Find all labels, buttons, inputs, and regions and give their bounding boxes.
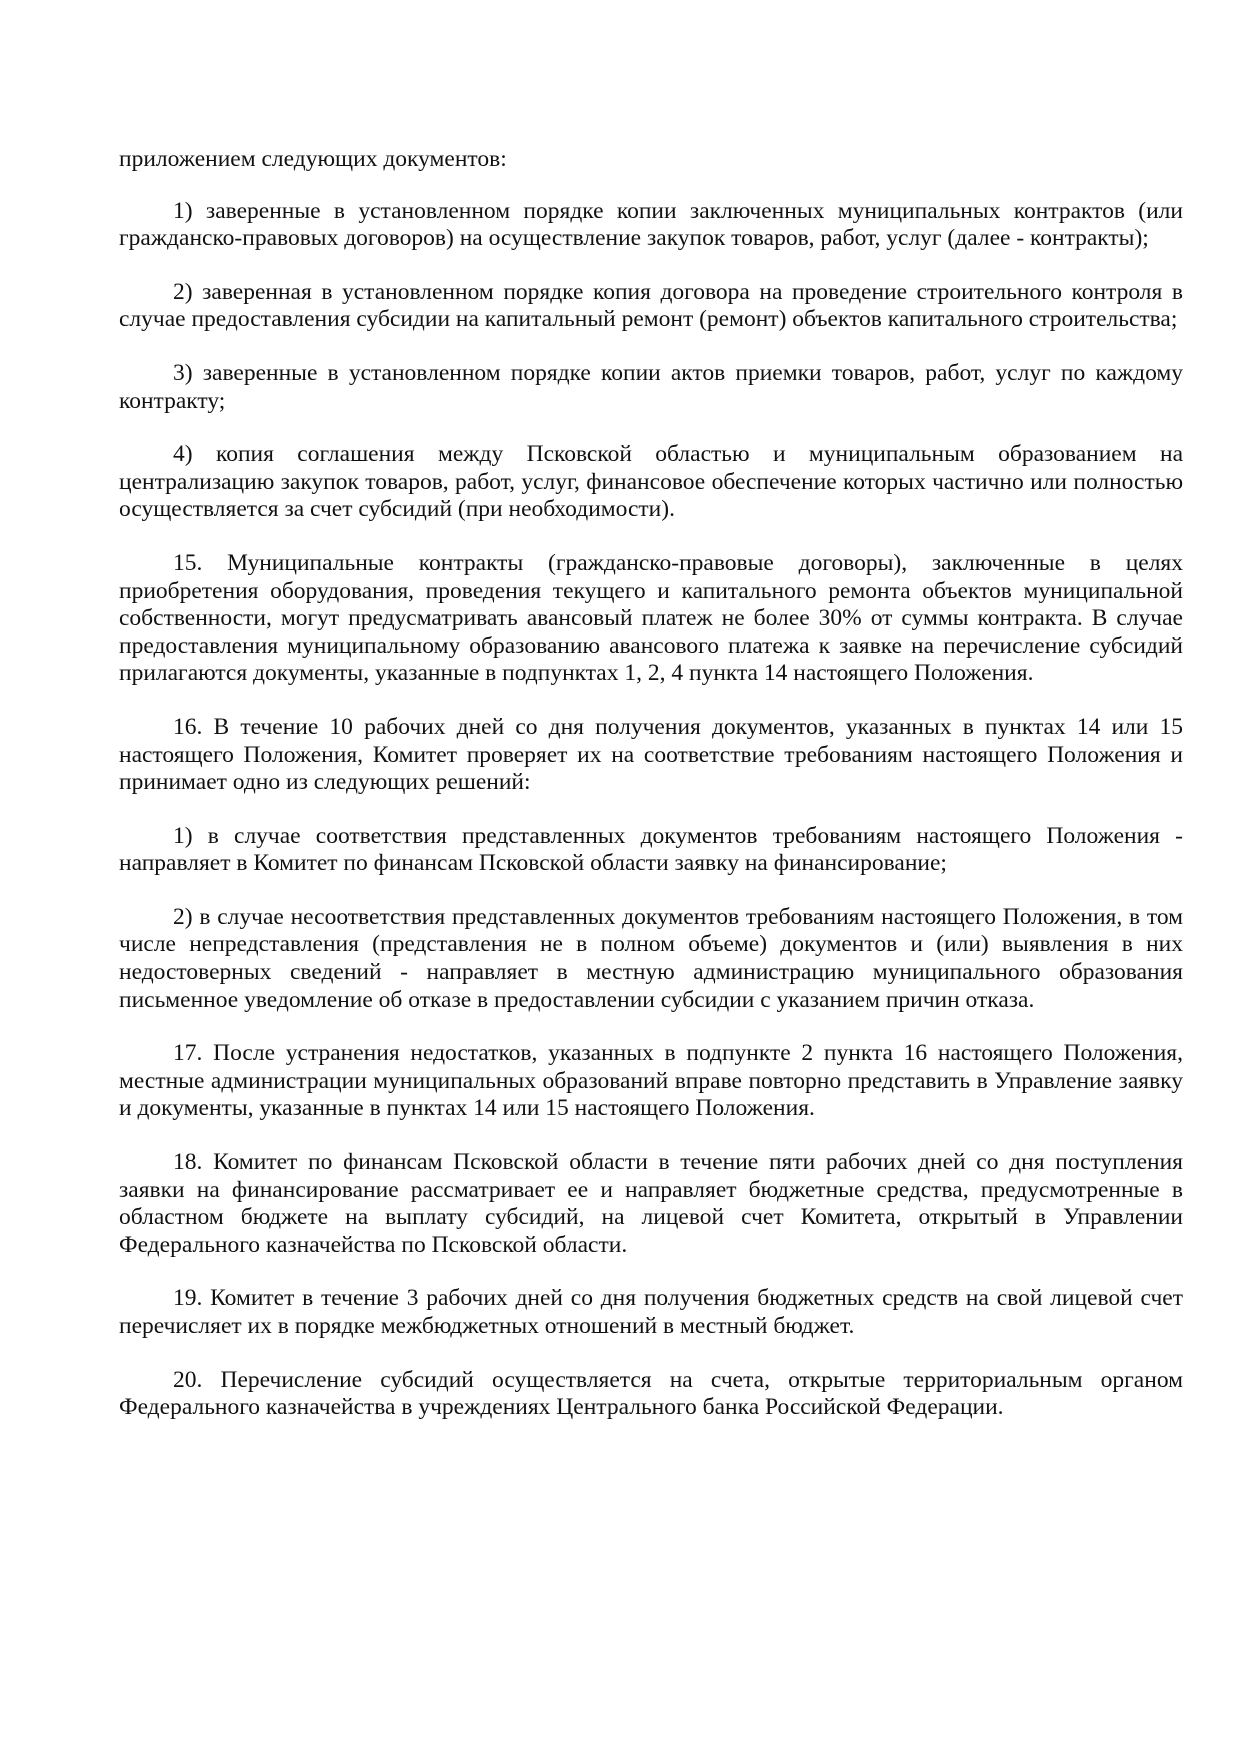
- paragraph-intro: приложением следующих документов:: [119, 146, 507, 172]
- paragraph-14-item-4: 4) копия соглашения между Псковской областью и муниципальным образованием на централизацию закупок товаров, работ, услуг, финансовое обеспечение которых частично или полностью осуществляется за счет субсидий (при необходимости).: [119, 441, 1183, 523]
- paragraph-14-item-3: 3) заверенные в установленном порядке копии актов приемки товаров, работ, услуг по каждому контракту;: [119, 359, 1183, 414]
- paragraph-18: 18. Комитет по финансам Псковской области в течение пяти рабочих дней со дня поступления заявки на финансирование рассматривает ее и направляет бюджетные средства, предусмотренные в областном бюджете на выплату субсидий, на лицевой счет Комитета, открытый в Управлении Федерального казначейства по Псковской области.: [119, 1149, 1183, 1258]
- document-page: [119, 146, 1183, 1448]
- paragraph-19: 19. Комитет в течение 3 рабочих дней со дня получения бюджетных средств на свой лицевой счет перечисляет их в порядке межбюджетных отношений в местный бюджет.: [119, 1285, 1183, 1339]
- paragraph-20: 20. Перечисление субсидий осуществляется на счета, открытые территориальным органом Федерального казначейства в учреждениях Центрального банка Российской Федерации.: [119, 1366, 1183, 1421]
- paragraph-14-item-1: 1) заверенные в установленном порядке копии заключенных муниципальных контрактов (или гражданско-правовых договоров) на осуществление закупок товаров, работ, услуг (далее - контракты);: [119, 197, 1183, 252]
- paragraph-14-item-2: 2) заверенная в установленном порядке копия договора на проведение строительного контроля в случае предоставления субсидии на капитальный ремонт (ремонт) объектов капитального строительства;: [119, 278, 1183, 333]
- paragraph-16: 16. В течение 10 рабочих дней со дня получения документов, указанных в пунктах 14 или 15 настоящего Положения, Комитет проверяет их на соответствие требованиям настоящего Положения и принимает одно из следующих решений:: [119, 713, 1183, 796]
- paragraph-16-item-1: 1) в случае соответствия представленных документов требованиям настоящего Положения - направляет в Комитет по финансам Псковской области заявку на финансирование;: [119, 822, 1183, 877]
- paragraph-17: 17. После устранения недостатков, указанных в подпункте 2 пункта 16 настоящего Положения, местные администрации муниципальных образований вправе повторно представить в Управление заявку и документы, указанные в пунктах 14 или 15 настоящего Положения.: [119, 1040, 1183, 1122]
- paragraph-15: 15. Муниципальные контракты (гражданско-правовые договоры), заключенные в целях приобретения оборудования, проведения текущего и капитального ремонта объектов муниципальной собственности, могут предусматривать авансовый платеж не более 30% от суммы контракта. В случае предоставления муниципальному образованию авансового платежа к заявке на перечисление субсидий прилагаются документы, указанные в подпунктах 1, 2, 4 пункта 14 настоящего Положения.: [119, 549, 1183, 687]
- paragraph-16-item-2: 2) в случае несоответствия представленных документов требованиям настоящего Положения, в том числе непредставления (представления не в полном объеме) документов и (или) выявления в них недостоверных сведений - направляет в местную администрацию муниципального образования письменное уведомление об отказе в предоставлении субсидии с указанием причин отказа.: [119, 903, 1183, 1013]
